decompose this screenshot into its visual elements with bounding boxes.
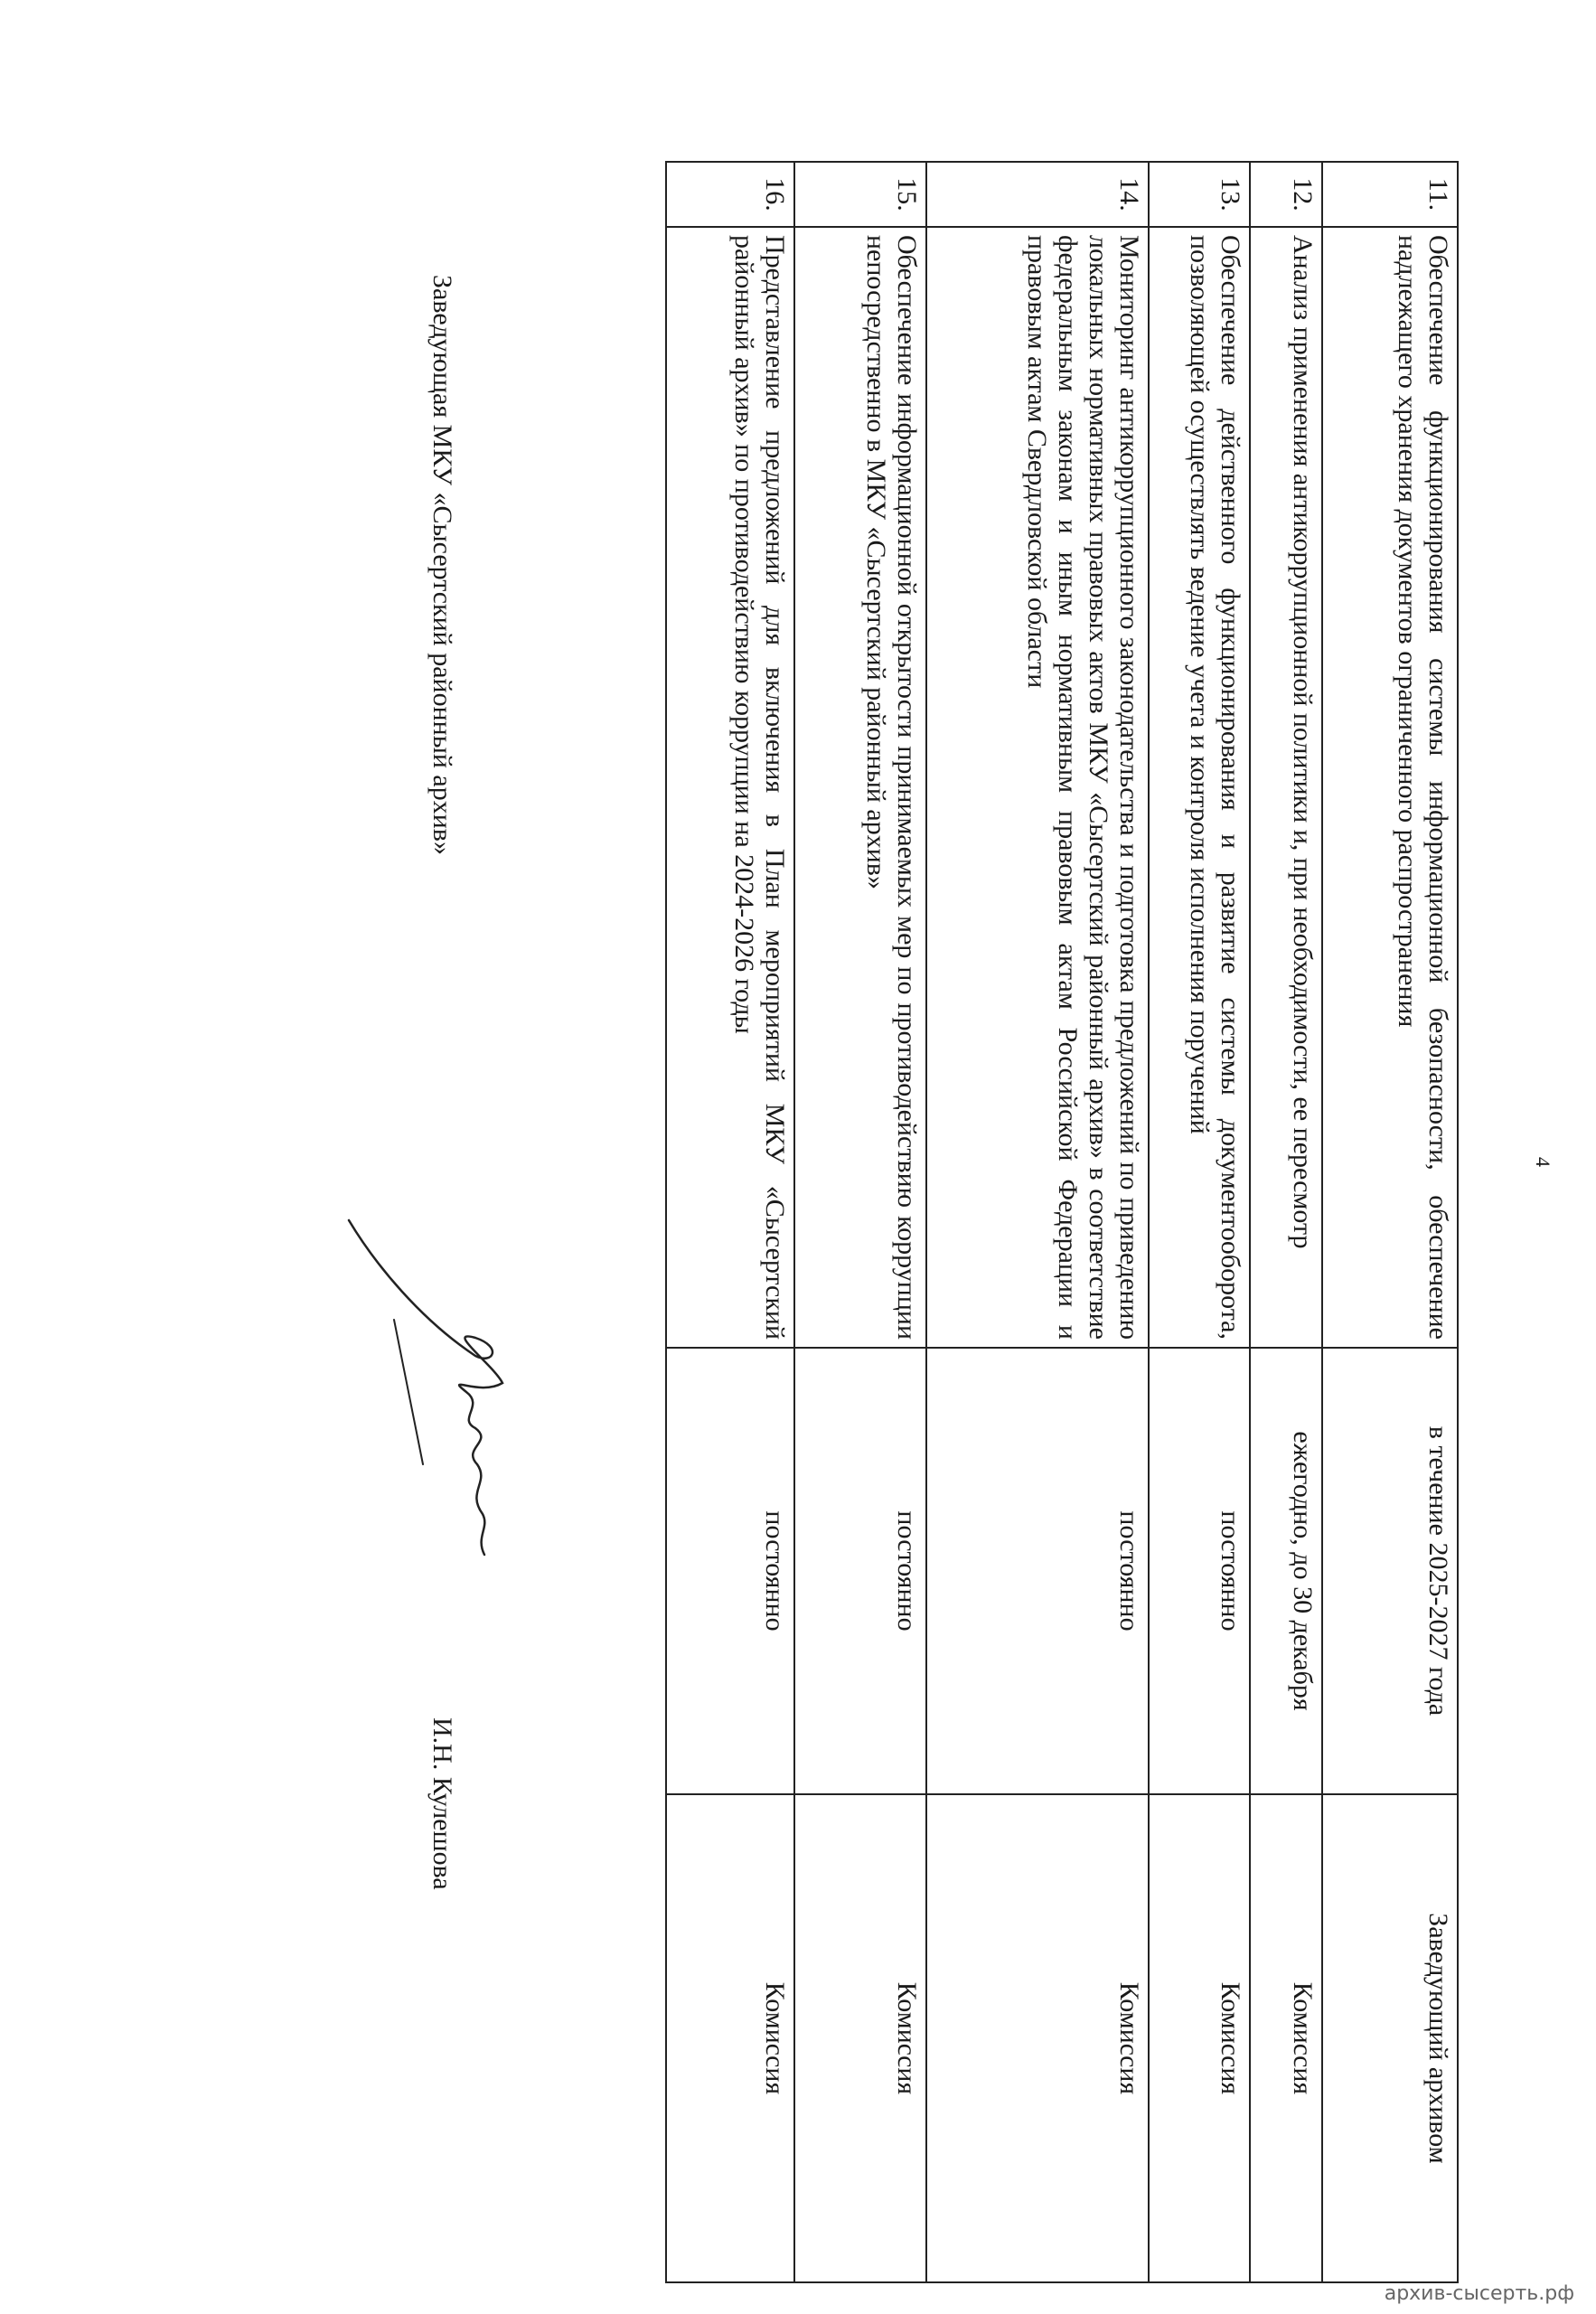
site-watermark: архив-сысерть.рф	[1384, 2282, 1574, 2305]
responsible-cell: Комиссия	[926, 1794, 1149, 2282]
responsible-cell: Комиссия	[794, 1794, 926, 2282]
responsible-cell: Комиссия	[1149, 1794, 1250, 2282]
row-number: 15.	[794, 162, 926, 227]
measure-text: Анализ применения антикоррупционной политики и, при необходимости, ее пересмотр	[1250, 227, 1322, 1348]
handwritten-signature	[331, 1211, 530, 1591]
measure-text: Обеспечение функционирования системы информационной безопасности, обеспечение надлежащего хранения документов ограниченного распространения	[1322, 227, 1458, 1348]
table-row	[1322, 162, 1458, 2282]
measure-text: Обеспечение действенного функционирования и развитие системы документооборота, позволяющей осуществлять ведение учета и контроля исполнения поручений	[1149, 227, 1250, 1348]
row-number: 13.	[1149, 162, 1250, 227]
row-number: 11.	[1322, 162, 1458, 227]
term-cell: постоянно	[794, 1348, 926, 1794]
row-number: 14.	[926, 162, 1149, 227]
measure-text: Мониторинг антикоррупционного законодательства и подготовка предложений по приведению локальных нормативных правовых актов МКУ «Сысертский районный архив» в соответствие федеральным законам и иным нормативным правовым актам Российской Федерации и правовым актам Свердловской области	[926, 227, 1149, 1348]
term-cell: постоянно	[1149, 1348, 1250, 1794]
table-row	[1149, 162, 1250, 2282]
signatory-name: И.Н. Кулешова	[427, 1717, 457, 1890]
row-number: 12.	[1250, 162, 1322, 227]
measures-table	[665, 161, 1459, 2283]
table-row	[794, 162, 926, 2282]
term-cell: постоянно	[666, 1348, 794, 1794]
measure-text: Обеспечение информационной открытости принимаемых мер по противодействию коррупции непосредственно в МКУ «Сысертский районный архив»	[794, 227, 926, 1348]
table-row	[926, 162, 1149, 2282]
page-number: 4	[1532, 1157, 1554, 1167]
measure-text: Представление предложений для включения в План мероприятий МКУ «Сысертский районный архив» по противодействию коррупции на 2024-2026 годы	[666, 227, 794, 1348]
responsible-cell: Комиссия	[666, 1794, 794, 2282]
term-cell: в течение 2025-2027 года	[1322, 1348, 1458, 1794]
term-cell: ежегодно, до 30 декабря	[1250, 1348, 1322, 1794]
table-row	[666, 162, 794, 2282]
term-cell: постоянно	[926, 1348, 1149, 1794]
responsible-cell: Заведующий архивом	[1322, 1794, 1458, 2282]
signatory-position: Заведующая МКУ «Сысертский районный архив»	[427, 275, 457, 855]
responsible-cell: Комиссия	[1250, 1794, 1322, 2282]
table-row	[1250, 162, 1322, 2282]
row-number: 16.	[666, 162, 794, 227]
